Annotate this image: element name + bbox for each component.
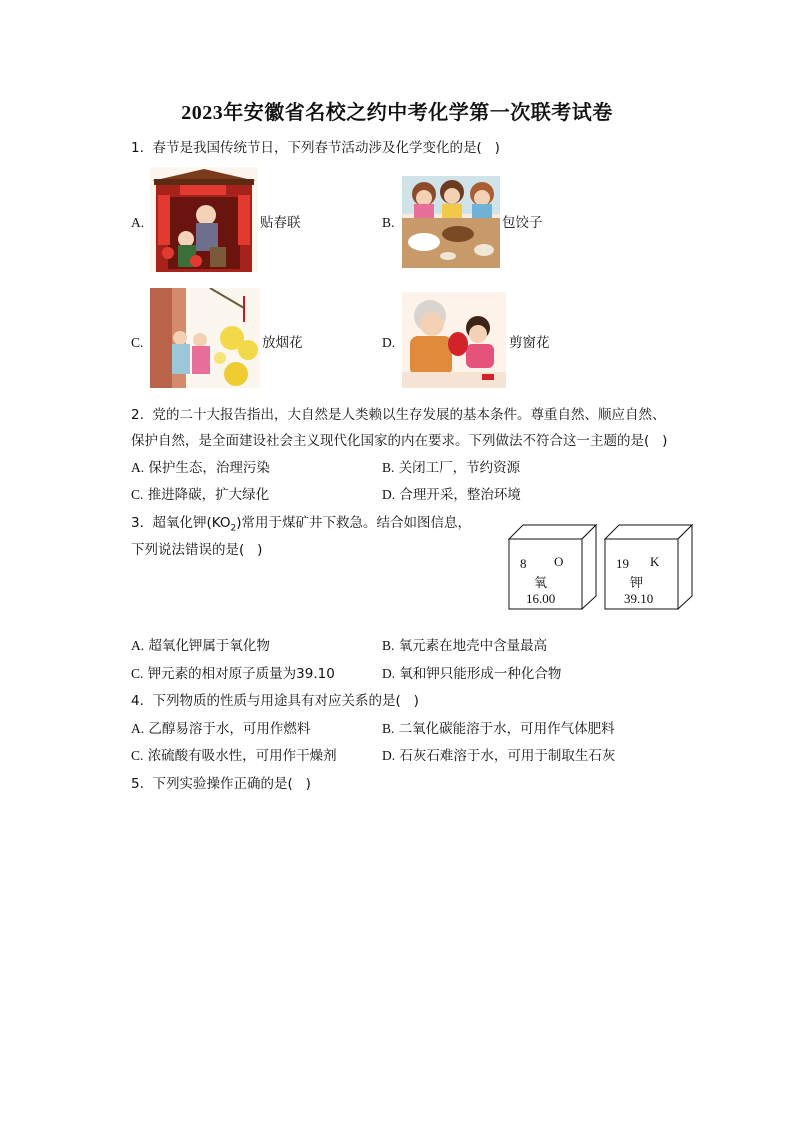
q5-stem: 5. 下列实验操作正确的是( ): [131, 776, 311, 792]
potassium-atomic-number: 19: [616, 556, 629, 571]
potassium-symbol: K: [650, 554, 660, 569]
q1-option-d-text: 剪窗花: [509, 335, 550, 351]
dumplings-image: [402, 176, 500, 268]
q1-stem: 1. 春节是我国传统节日，下列春节活动涉及化学变化的是( ): [131, 140, 500, 156]
q2-option-d: D. 合理开采，整治环境: [382, 487, 521, 503]
q1-option-b-text: 包饺子: [502, 215, 543, 231]
spring-couplet-image: [150, 167, 258, 272]
q2-option-b: B. 关闭工厂，节约资源: [382, 460, 521, 476]
oxygen-symbol: O: [554, 554, 564, 569]
q2-stem-line1: 2. 党的二十大报告指出，大自然是人类赖以生存发展的基本条件。尊重自然、顺应自然、: [131, 407, 666, 423]
q2-stem-line2: 保护自然，是全面建设社会主义现代化国家的内在要求。下列做法不符合这一主题的是( ): [131, 433, 668, 449]
element-card-potassium: [604, 524, 694, 610]
potassium-name: 钾: [630, 575, 644, 590]
q1-option-d-letter: D.: [382, 335, 396, 350]
q1-option-c-text: 放烟花: [262, 335, 303, 351]
q4-option-a: A. 乙醇易溶于水，可用作燃料: [131, 721, 311, 737]
q3-stem-line2: 下列说法错误的是( ): [131, 542, 263, 558]
oxygen-name: 氧: [534, 575, 548, 590]
q4-option-b: B. 二氧化碳能溶于水，可用作气体肥料: [382, 721, 615, 737]
exam-title: 2023年安徽省名校之约中考化学第一次联考试卷: [181, 102, 613, 124]
q1-option-a-letter: A.: [131, 215, 145, 230]
oxygen-atomic-mass: 16.00: [526, 591, 556, 606]
oxygen-atomic-number: 8: [520, 556, 527, 571]
q2-option-a: A. 保护生态，治理污染: [131, 460, 270, 476]
q1-option-a-text: 贴春联: [260, 215, 301, 231]
q3-option-a: A. 超氧化钾属于氧化物: [131, 638, 270, 654]
q3-option-c: C. 钾元素的相对原子质量为39.10: [131, 666, 335, 682]
q1-option-c-letter: C.: [131, 335, 144, 350]
q1-option-b-letter: B.: [382, 215, 395, 230]
q4-stem: 4. 下列物质的性质与用途具有对应关系的是( ): [131, 693, 419, 709]
fireworks-image: [150, 288, 260, 388]
q4-option-c: C. 浓硫酸有吸水性，可用作干燥剂: [131, 748, 337, 764]
q2-option-c: C. 推进降碳，扩大绿化: [131, 487, 270, 503]
paper-cutting-image: [402, 292, 506, 388]
element-card-oxygen: [508, 524, 598, 610]
q4-option-d: D. 石灰石难溶于水，可用于制取生石灰: [382, 748, 616, 764]
q3-option-b: B. 氧元素在地壳中含量最高: [382, 638, 548, 654]
q3-option-d: D. 氧和钾只能形成一种化合物: [382, 666, 562, 682]
potassium-atomic-mass: 39.10: [624, 591, 654, 606]
q3-stem-line1: 3. 超氧化钾$(KO_2)$常用于煤矿井下救急。结合如图信息，: [131, 515, 471, 534]
